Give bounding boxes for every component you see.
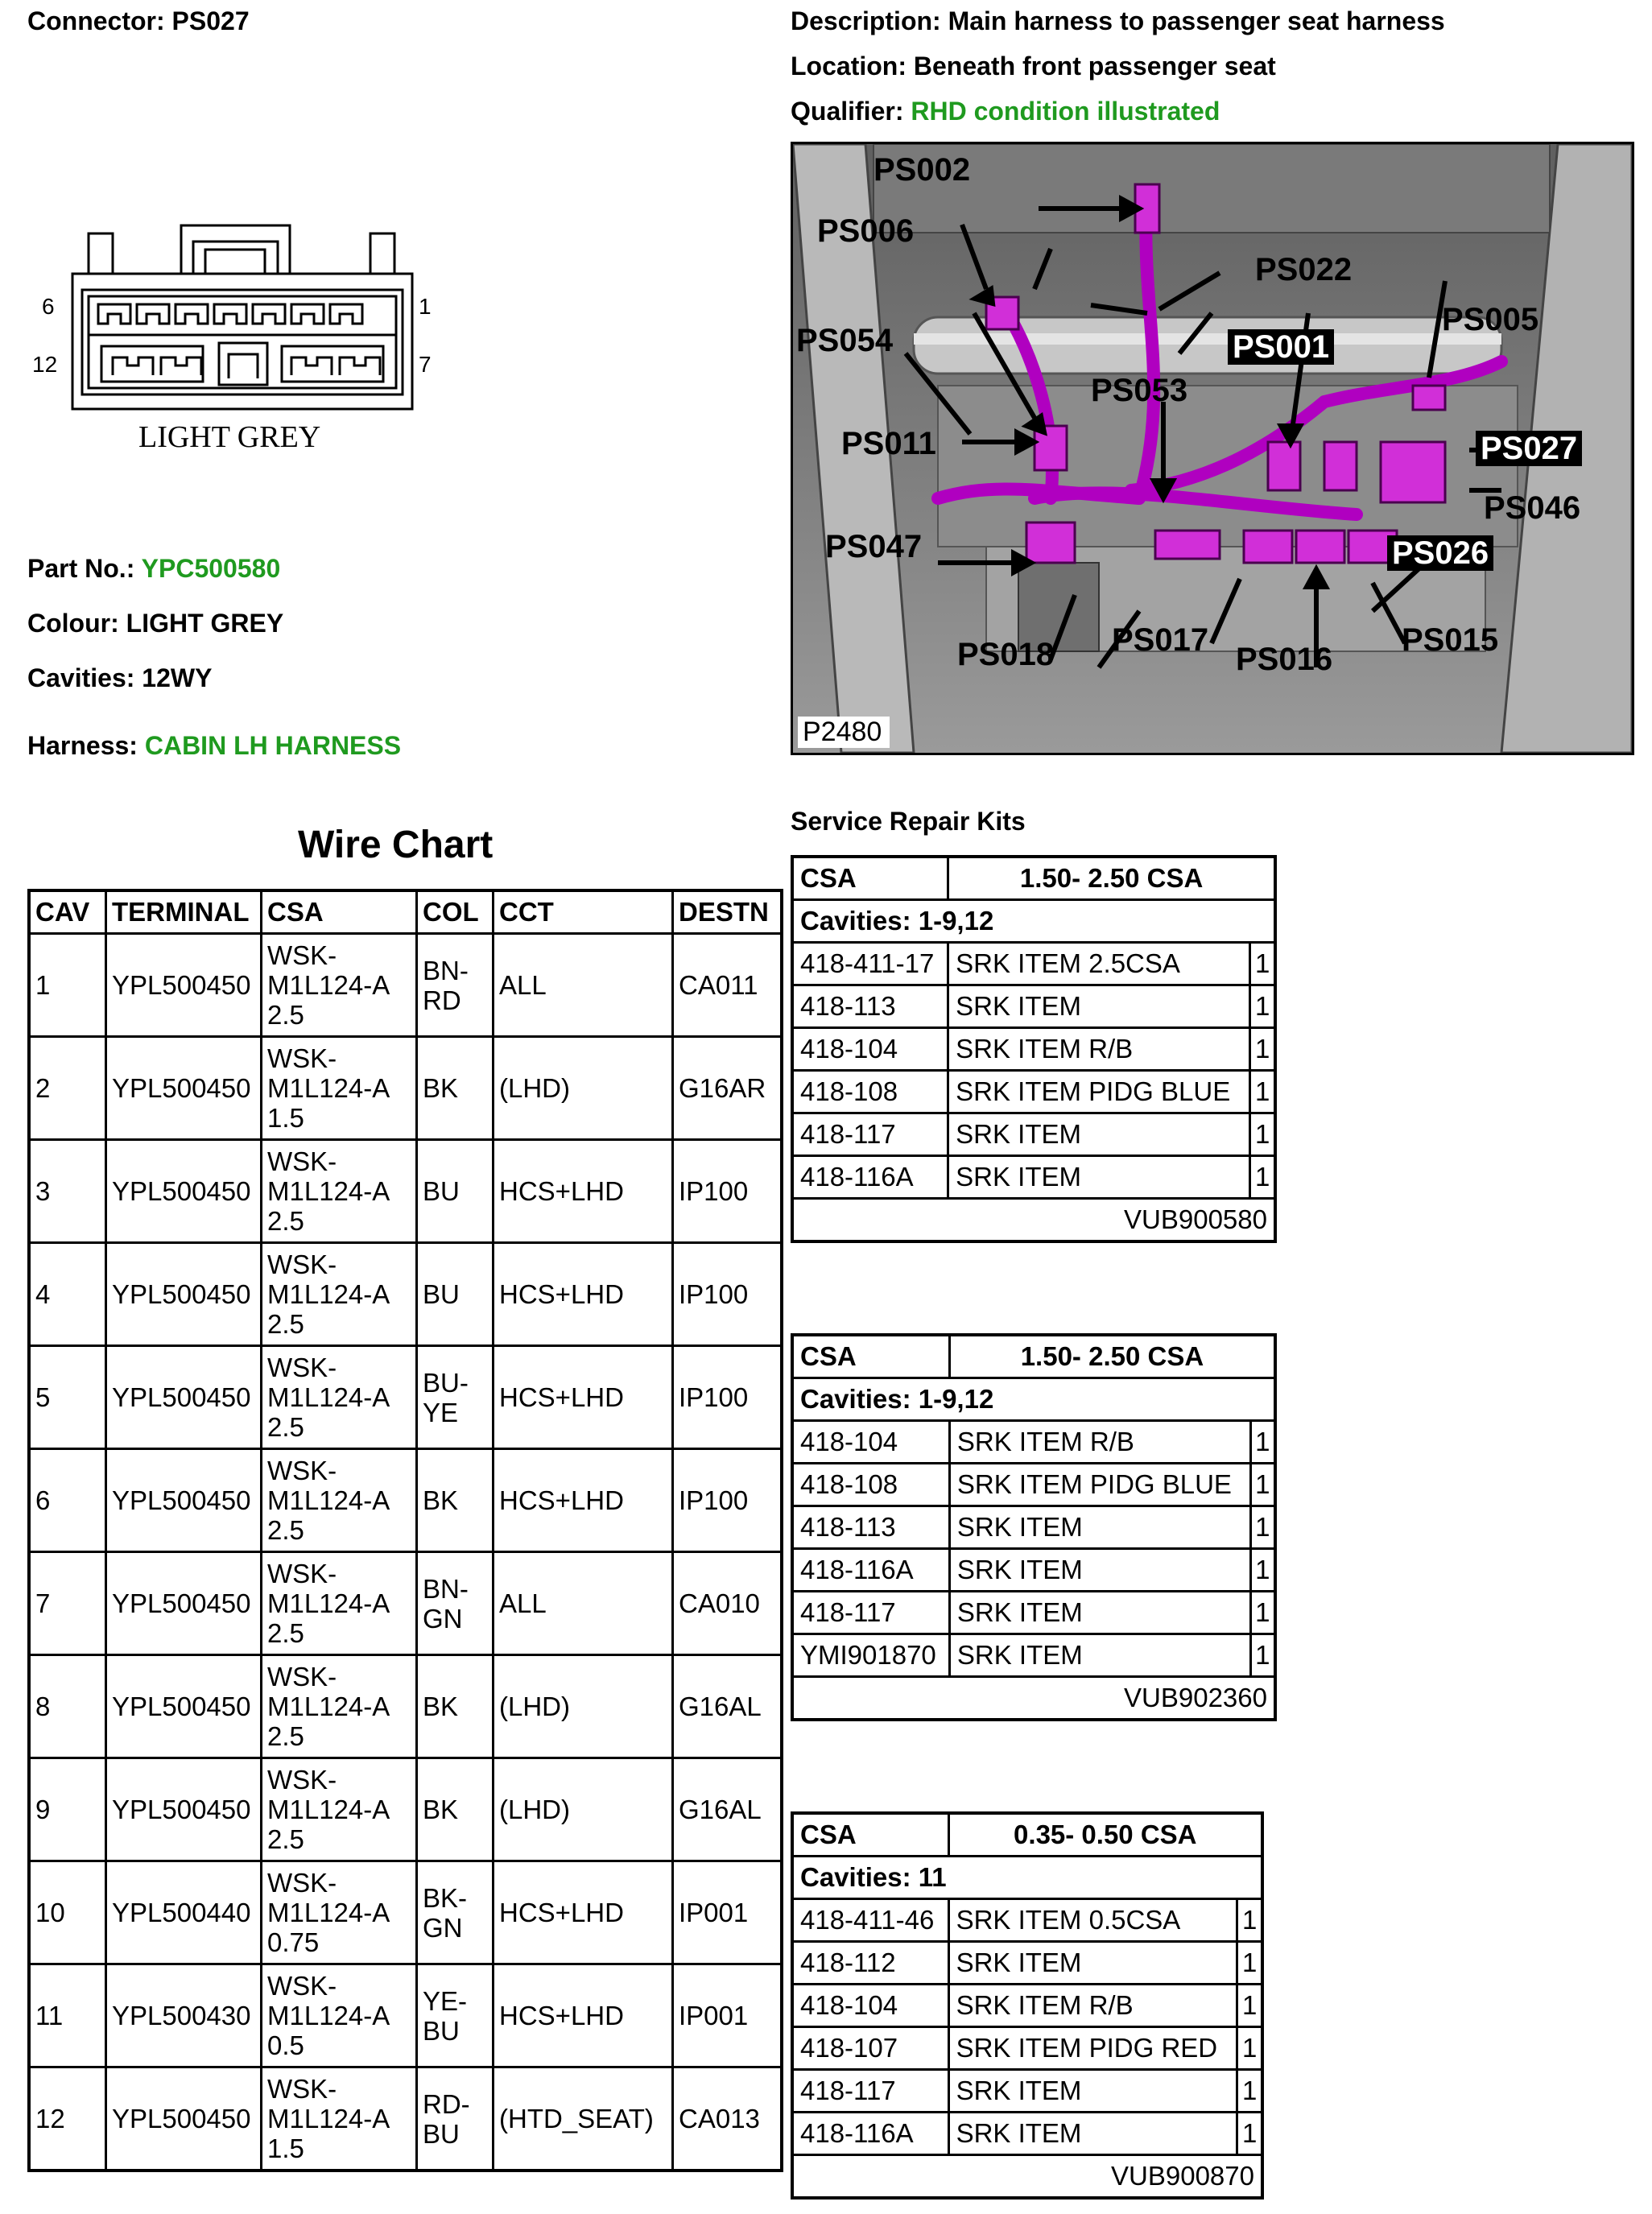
csa-line-1: WSK- [267, 1043, 337, 1073]
description-label: Description: [791, 6, 941, 35]
csa-line-3: 2.5 [267, 1515, 304, 1545]
kit-item-desc: SRK ITEM 0.5CSA [948, 1899, 1237, 1942]
kit-csa-label: CSA [792, 1813, 948, 1857]
csa-line-3: 1.5 [267, 1103, 304, 1133]
cav-cell: 8 [29, 1655, 106, 1758]
qualifier-value: RHD condition illustrated [911, 97, 1220, 126]
callout-ps001: PS001 [1228, 329, 1334, 365]
csa-line-1: WSK- [267, 1868, 337, 1898]
kit-item-part: 418-116A [792, 2113, 948, 2155]
col-line-2: YE [423, 1397, 459, 1427]
kit-item-row [792, 1113, 1275, 1156]
kit-item-row [792, 1506, 1275, 1549]
kit-item-row [792, 1592, 1275, 1634]
callout-ps017: PS017 [1112, 622, 1209, 658]
cavities-label: Cavities: [27, 663, 135, 692]
table-row [29, 1861, 782, 1964]
harness-line [27, 731, 401, 761]
csa-cell [262, 934, 417, 1037]
kit-item-part: 418-411-17 [792, 943, 948, 985]
cct-cell: (LHD) [494, 1758, 673, 1861]
kit-cavities-row [792, 1378, 1275, 1421]
kit-item-row [792, 1942, 1262, 1985]
csa-line-3: 2.5 [267, 1721, 304, 1751]
kit-item-qty: 1 [1237, 1985, 1262, 2027]
col-line-2: RD [423, 985, 461, 1015]
cct-cell: HCS+LHD [494, 1449, 673, 1552]
colour-label: Colour: [27, 609, 119, 638]
callout-ps022: PS022 [1255, 252, 1353, 287]
csa-line-1: WSK- [267, 1971, 337, 2001]
kit-csa-range: 0.35- 0.50 CSA [948, 1813, 1262, 1857]
kit-item-desc: SRK ITEM [948, 2113, 1237, 2155]
connector-face-svg [32, 217, 451, 459]
kit-item-part: 418-116A [792, 1549, 949, 1592]
terminal-cell: YPL500450 [106, 1243, 262, 1346]
part-no-line [27, 554, 280, 584]
table-row [29, 1243, 782, 1346]
terminal-cell: YPL500450 [106, 1449, 262, 1552]
kit-ref-row [792, 2155, 1262, 2199]
col-line-1: BK [423, 1795, 459, 1824]
callout-ps018: PS018 [957, 637, 1055, 672]
kit-cavities: Cavities: 1-9,12 [792, 900, 1275, 943]
table-row [29, 1552, 782, 1655]
kit-csa-range: 1.50- 2.50 CSA [948, 857, 1275, 900]
description-line [791, 6, 1445, 36]
service-kits-title: Service Repair Kits [791, 807, 1026, 836]
callout-ps015: PS015 [1402, 622, 1499, 658]
kit-ref: VUB900870 [792, 2155, 1262, 2199]
cav-cell: 7 [29, 1552, 106, 1655]
csa-line-1: WSK- [267, 2074, 337, 2104]
table-row [29, 1758, 782, 1861]
kit-item-part: 418-117 [792, 2070, 948, 2113]
csa-line-3: 2.5 [267, 1824, 304, 1854]
part-no-label: Part No.: [27, 554, 135, 583]
kit-item-desc: SRK ITEM R/B [948, 1985, 1237, 2027]
kit-item-part: 418-113 [792, 985, 948, 1028]
cav-cell: 11 [29, 1964, 106, 2067]
header-cav: CAV [29, 890, 106, 934]
header-terminal: TERMINAL [106, 890, 262, 934]
col-cell [417, 1861, 494, 1964]
kit-item-desc: SRK ITEM [949, 1634, 1250, 1677]
callout-ps047: PS047 [825, 529, 923, 564]
terminal-cell: YPL500450 [106, 2067, 262, 2171]
wire-chart-title: Wire Chart [298, 824, 494, 866]
connector-label-line [27, 6, 250, 36]
csa-line-1: WSK- [267, 1765, 337, 1795]
kit-item-part: YMI901870 [792, 1634, 949, 1677]
csa-line-2: M1L124-A [267, 2001, 390, 2030]
table-row [29, 1037, 782, 1140]
cct-cell: HCS+LHD [494, 1243, 673, 1346]
kit-item-part: 418-108 [792, 1464, 949, 1506]
kit-item-qty: 1 [1250, 1113, 1275, 1156]
kit-item-part: 418-411-46 [792, 1899, 948, 1942]
service-kit-table [791, 855, 1277, 1243]
destn-cell: CA013 [673, 2067, 783, 2171]
csa-line-3: 2.5 [267, 1000, 304, 1030]
csa-cell [262, 1964, 417, 2067]
callout-ps006: PS006 [817, 213, 915, 249]
destn-cell: IP001 [673, 1861, 783, 1964]
cav-cell: 4 [29, 1243, 106, 1346]
csa-line-2: M1L124-A [267, 1898, 390, 1927]
terminal-cell: YPL500450 [106, 1655, 262, 1758]
kit-item-row [792, 2070, 1262, 2113]
part-no-value: YPC500580 [141, 554, 281, 583]
cct-cell: HCS+LHD [494, 1861, 673, 1964]
kit-item-qty: 1 [1237, 1899, 1262, 1942]
terminal-cell: YPL500450 [106, 1758, 262, 1861]
callout-ps054: PS054 [796, 323, 894, 358]
kit-header-row [792, 857, 1275, 900]
cct-cell: (LHD) [494, 1037, 673, 1140]
harness-label: Harness: [27, 731, 138, 760]
wire-chart-body [29, 934, 782, 2171]
kit-item-desc: SRK ITEM [948, 2070, 1237, 2113]
col-cell [417, 1655, 494, 1758]
csa-line-3: 1.5 [267, 2133, 304, 2163]
csa-line-3: 0.5 [267, 2030, 304, 2060]
col-cell [417, 1449, 494, 1552]
service-kit-table [791, 1333, 1277, 1721]
col-cell [417, 1964, 494, 2067]
csa-line-1: WSK- [267, 1146, 337, 1176]
csa-line-1: WSK- [267, 1353, 337, 1382]
cct-cell: HCS+LHD [494, 1346, 673, 1449]
kit-header-row [792, 1335, 1275, 1378]
cav-cell: 3 [29, 1140, 106, 1243]
kit-item-row [792, 943, 1275, 985]
kit-item-qty: 1 [1250, 1549, 1275, 1592]
kit-item-qty: 1 [1250, 1421, 1275, 1464]
colour-line [27, 609, 283, 638]
csa-line-2: M1L124-A [267, 1279, 390, 1309]
col-line-1: RD- [423, 2088, 470, 2119]
csa-line-3: 2.5 [267, 1206, 304, 1236]
col-line-1: YE- [423, 1985, 468, 2016]
kit-csa-label: CSA [792, 1335, 949, 1378]
destn-cell: G16AR [673, 1037, 783, 1140]
col-line-2: GN [423, 1912, 463, 1943]
csa-line-2: M1L124-A [267, 1073, 390, 1103]
kit-item-desc: SRK ITEM [949, 1549, 1250, 1592]
kit-item-row [792, 1028, 1275, 1071]
csa-line-2: M1L124-A [267, 1795, 390, 1824]
destn-cell: IP100 [673, 1346, 783, 1449]
terminal-cell: YPL500450 [106, 934, 262, 1037]
col-cell [417, 2067, 494, 2171]
table-row [29, 1655, 782, 1758]
header-cct: CCT [494, 890, 673, 934]
csa-cell [262, 1552, 417, 1655]
csa-line-3: 0.75 [267, 1927, 320, 1957]
kit-item-qty: 1 [1250, 985, 1275, 1028]
terminal-cell: YPL500430 [106, 1964, 262, 2067]
destn-cell: IP100 [673, 1243, 783, 1346]
csa-line-2: M1L124-A [267, 1588, 390, 1618]
kit-cavities: Cavities: 11 [792, 1857, 1262, 1899]
kit-item-desc: SRK ITEM PIDG BLUE [949, 1464, 1250, 1506]
callout-ps011: PS011 [841, 426, 936, 461]
cav-cell: 6 [29, 1449, 106, 1552]
harness-value: CABIN LH HARNESS [144, 731, 402, 760]
connector-colour-caption: LIGHT GREY [138, 420, 321, 454]
table-row [29, 2067, 782, 2171]
csa-line-1: WSK- [267, 1250, 337, 1279]
callout-ps053: PS053 [1091, 373, 1188, 408]
kit-ref: VUB902360 [792, 1677, 1275, 1720]
cct-cell: (HTD_SEAT) [494, 2067, 673, 2171]
pin-12-label: 12 [32, 352, 58, 377]
col-cell [417, 934, 494, 1037]
kit-item-qty: 1 [1250, 1071, 1275, 1113]
kit-item-part: 418-104 [792, 1421, 949, 1464]
cav-cell: 1 [29, 934, 106, 1037]
csa-line-2: M1L124-A [267, 2104, 390, 2133]
csa-cell [262, 2067, 417, 2171]
col-cell [417, 1758, 494, 1861]
terminal-cell: YPL500440 [106, 1861, 262, 1964]
kit-ref-row [792, 1199, 1275, 1242]
destn-cell: CA010 [673, 1552, 783, 1655]
kit-item-row [792, 1071, 1275, 1113]
col-line-1: BU [423, 1176, 460, 1206]
location-value: Beneath front passenger seat [913, 52, 1276, 81]
col-line-1: BK [423, 1485, 459, 1515]
csa-cell [262, 1655, 417, 1758]
kit-cavities-row [792, 1857, 1262, 1899]
kit-csa-range: 1.50- 2.50 CSA [949, 1335, 1275, 1378]
col-cell [417, 1140, 494, 1243]
col-line-1: BN- [423, 1573, 469, 1604]
kit-item-part: 418-116A [792, 1156, 948, 1199]
cav-cell: 5 [29, 1346, 106, 1449]
col-line-1: BN- [423, 955, 469, 985]
pin-1-label: 1 [419, 294, 432, 319]
csa-line-2: M1L124-A [267, 1485, 390, 1515]
cct-cell: HCS+LHD [494, 1964, 673, 2067]
kit-item-row [792, 1899, 1262, 1942]
kit-item-part: 418-113 [792, 1506, 949, 1549]
kit-item-desc: SRK ITEM PIDG RED [948, 2027, 1237, 2070]
wire-chart-header-row [29, 890, 782, 934]
kit-item-row [792, 1156, 1275, 1199]
csa-line-2: M1L124-A [267, 970, 390, 1000]
csa-cell [262, 1449, 417, 1552]
destn-cell: G16AL [673, 1758, 783, 1861]
kit-item-desc: SRK ITEM [948, 985, 1250, 1028]
csa-line-1: WSK- [267, 1559, 337, 1588]
terminal-cell: YPL500450 [106, 1140, 262, 1243]
kit-ref: VUB900580 [792, 1199, 1275, 1242]
csa-cell [262, 1346, 417, 1449]
csa-line-2: M1L124-A [267, 1382, 390, 1412]
csa-line-2: M1L124-A [267, 1691, 390, 1721]
kit-item-part: 418-104 [792, 1028, 948, 1071]
callout-ps002: PS002 [873, 152, 971, 188]
csa-cell [262, 1037, 417, 1140]
cav-cell: 2 [29, 1037, 106, 1140]
callout-ps027: PS027 [1476, 431, 1582, 466]
kit-cavities: Cavities: 1-9,12 [792, 1378, 1275, 1421]
kit-item-row [792, 2113, 1262, 2155]
col-cell [417, 1346, 494, 1449]
qualifier-label: Qualifier: [791, 97, 904, 126]
csa-line-3: 2.5 [267, 1309, 304, 1339]
col-line-2: GN [423, 1603, 463, 1634]
kit-item-row [792, 2027, 1262, 2070]
kit-item-desc: SRK ITEM [948, 1113, 1250, 1156]
destn-cell: IP001 [673, 1964, 783, 2067]
location-label: Location: [791, 52, 907, 81]
kit-item-part: 418-108 [792, 1071, 948, 1113]
destn-cell: IP100 [673, 1449, 783, 1552]
connector-face-diagram [32, 217, 451, 463]
pin-7-label: 7 [419, 352, 432, 377]
qualifier-line [791, 97, 1220, 126]
connector-value: PS027 [171, 6, 250, 35]
location-line [791, 52, 1276, 81]
kit-item-part: 418-112 [792, 1942, 948, 1985]
header-destn: DESTN [673, 890, 783, 934]
kit-item-row [792, 1464, 1275, 1506]
csa-cell [262, 1140, 417, 1243]
description-value: Main harness to passenger seat harness [948, 6, 1445, 35]
photo-id: P2480 [798, 717, 890, 748]
col-line-1: BK- [423, 1882, 468, 1913]
table-row [29, 934, 782, 1037]
wire-chart-table [27, 889, 783, 2172]
callout-ps005: PS005 [1442, 302, 1539, 337]
kit-item-desc: SRK ITEM R/B [948, 1028, 1250, 1071]
destn-cell: CA011 [673, 934, 783, 1037]
kit-item-desc: SRK ITEM [948, 1156, 1250, 1199]
csa-line-2: M1L124-A [267, 1176, 390, 1206]
table-row [29, 1449, 782, 1552]
kit-item-qty: 1 [1250, 1156, 1275, 1199]
callout-ps016: PS016 [1236, 642, 1333, 677]
kit-item-part: 418-117 [792, 1592, 949, 1634]
cavities-value: 12WY [142, 663, 213, 692]
service-kit-table [791, 1811, 1264, 2200]
col-line-1: BU [423, 1279, 460, 1309]
kit-item-desc: SRK ITEM PIDG BLUE [948, 1071, 1250, 1113]
csa-line-1: WSK- [267, 1456, 337, 1485]
kit-item-row [792, 1549, 1275, 1592]
terminal-cell: YPL500450 [106, 1552, 262, 1655]
destn-cell: G16AL [673, 1655, 783, 1758]
kit-item-desc: SRK ITEM 2.5CSA [948, 943, 1250, 985]
kit-item-qty: 1 [1250, 1464, 1275, 1506]
col-cell [417, 1243, 494, 1346]
col-line-2: BU [423, 2118, 460, 2149]
csa-cell [262, 1243, 417, 1346]
kit-item-row [792, 1985, 1262, 2027]
kit-item-desc: SRK ITEM [949, 1506, 1250, 1549]
kit-item-desc: SRK ITEM [949, 1592, 1250, 1634]
kit-item-qty: 1 [1237, 2070, 1262, 2113]
cct-cell: ALL [494, 1552, 673, 1655]
col-line-1: BK [423, 1691, 459, 1721]
kit-item-qty: 1 [1250, 1028, 1275, 1071]
kit-item-desc: SRK ITEM R/B [949, 1421, 1250, 1464]
kit-ref-row [792, 1677, 1275, 1720]
kit-item-qty: 1 [1237, 1942, 1262, 1985]
kit-item-qty: 1 [1250, 1592, 1275, 1634]
callout-ps026: PS026 [1387, 535, 1493, 571]
kit-item-qty: 1 [1250, 943, 1275, 985]
destn-cell: IP100 [673, 1140, 783, 1243]
kit-item-qty: 1 [1237, 2113, 1262, 2155]
col-line-1: BU- [423, 1367, 469, 1398]
kit-item-row [792, 1421, 1275, 1464]
col-cell [417, 1037, 494, 1140]
terminal-cell: YPL500450 [106, 1037, 262, 1140]
header-csa: CSA [262, 890, 417, 934]
colour-value: LIGHT GREY [126, 609, 284, 638]
cct-cell: HCS+LHD [494, 1140, 673, 1243]
csa-line-3: 2.5 [267, 1412, 304, 1442]
cct-cell: ALL [494, 934, 673, 1037]
callout-ps046: PS046 [1484, 490, 1581, 526]
table-row [29, 1964, 782, 2067]
col-line-1: BK [423, 1073, 459, 1103]
col-line-2: BU [423, 2015, 460, 2046]
cct-cell: (LHD) [494, 1655, 673, 1758]
cav-cell: 12 [29, 2067, 106, 2171]
table-row [29, 1140, 782, 1243]
kit-item-desc: SRK ITEM [948, 1942, 1237, 1985]
kit-item-row [792, 985, 1275, 1028]
header-col: COL [417, 890, 494, 934]
table-row [29, 1346, 782, 1449]
csa-line-1: WSK- [267, 1662, 337, 1691]
kit-item-qty: 1 [1250, 1634, 1275, 1677]
cav-cell: 9 [29, 1758, 106, 1861]
kit-item-qty: 1 [1237, 2027, 1262, 2070]
kit-item-part: 418-107 [792, 2027, 948, 2070]
kit-csa-label: CSA [792, 857, 948, 900]
kit-item-row [792, 1634, 1275, 1677]
location-photo [791, 142, 1634, 755]
pin-6-label: 6 [42, 294, 55, 319]
csa-line-1: WSK- [267, 940, 337, 970]
cav-cell: 10 [29, 1861, 106, 1964]
col-cell [417, 1552, 494, 1655]
kit-header-row [792, 1813, 1262, 1857]
terminal-cell: YPL500450 [106, 1346, 262, 1449]
kit-item-part: 418-104 [792, 1985, 948, 2027]
connector-label: Connector: [27, 6, 165, 35]
kit-item-qty: 1 [1250, 1506, 1275, 1549]
csa-cell [262, 1758, 417, 1861]
kit-item-part: 418-117 [792, 1113, 948, 1156]
csa-cell [262, 1861, 417, 1964]
csa-line-3: 2.5 [267, 1618, 304, 1648]
cavities-line [27, 663, 212, 693]
kit-cavities-row [792, 900, 1275, 943]
